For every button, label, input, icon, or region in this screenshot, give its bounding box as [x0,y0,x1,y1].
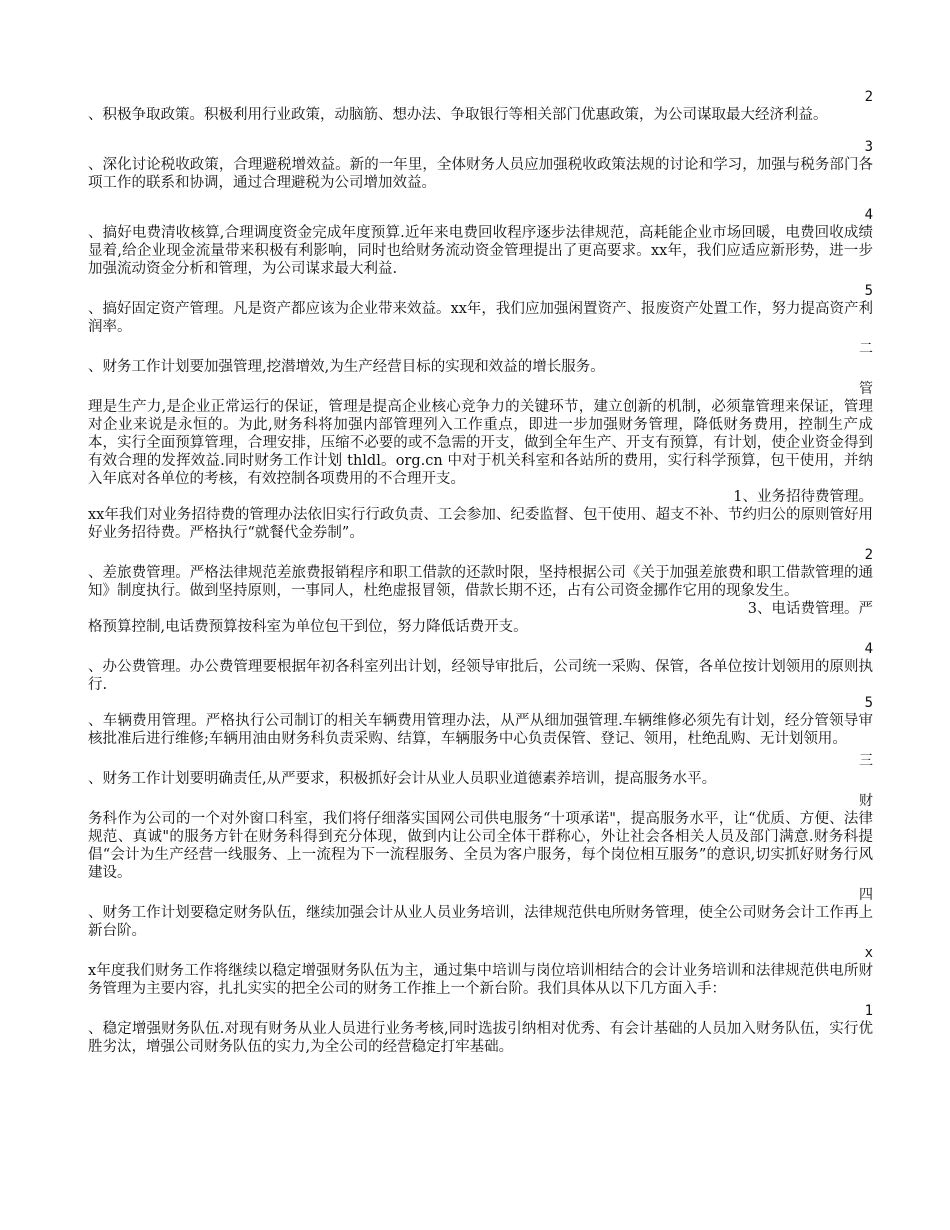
paragraph-block [88,206,873,278]
paragraph-lead-char: 管 [859,381,873,397]
paragraph-text: 格预算控制,电话费预算按科室为单位包干到位，努力降低话费开支。 [88,619,528,635]
paragraph-number: 4 [864,641,873,657]
section-heading-text: 、财务工作计划要加强管理,挖潜增效,为生产经营目标的实现和效益的增长服务。 [88,359,605,375]
paragraph-text: 、积极争取政策。积极利用行业政策，动脑筋、想办法、争取银行等相关部门优惠政策，为公司谋取最大经济利益。 [88,107,828,123]
paragraph-block [88,282,873,336]
paragraph-lead-line: 3、电话费管理。严 [747,601,873,617]
document-page [88,88,873,1056]
section-heading-text: 、财务工作计划要稳定财务队伍，继续加强会计从业人员业务培训，法律规范供电所财务管理，使全公司财务会计工作再上新台阶。 [88,905,873,939]
paragraph-text: 、稳定增强财务队伍.对现有财务从业人员进行业务考核,同时选拔引纳相对优秀、有会计基础的人员加入财务队伍，实行优胜劣汰，增强公司财务队伍的实力,为全公司的经营稳定打牢基础。 [88,1021,873,1055]
paragraph-number: 1 [864,1003,873,1019]
paragraph-text: 、车辆费用管理。严格执行公司制订的相关车辆费用管理办法，从严从细加强管理.车辆维修必须先有计划，经分管领导审核批准后进行维修;车辆用油由财务科负责采购、结算，车辆服务中心负责保管、登记、领用，杜绝乱购、无计划领用。 [88,713,873,747]
paragraph-number: 3 [864,139,873,155]
paragraph-block [88,546,873,600]
section-number: 二 [859,341,873,357]
paragraph-text: x年度我们财务工作将继续以稳定增强财务队伍为主，通过集中培训与岗位培训相结合的会计业务培训和法律规范供电所财务管理为主要内容，扎扎实实的把全公司的财务工作推上一个新台阶。我们具体从以下几方面入手： [88,963,873,997]
paragraph-block [88,1002,873,1056]
paragraph-block [88,600,873,636]
paragraph-block [88,792,873,882]
paragraph-text: 、搞好电费清收核算,合理调度资金完成年度预算.近年来电费回收程序逐步法律规范，高耗能企业市场回暖，电费回收成绩显着,给企业现金流量带来积极有利影响，同时也给财务流动资金管理提出了更高要求。xx年，我们应适应新形势，进一步加强流动资金分析和管理，为公司谋求最大利益. [88,225,873,277]
paragraph-number: 4 [864,207,873,223]
paragraph-block [88,640,873,694]
paragraph-lead-char: 财 [859,793,873,809]
paragraph-block [88,944,873,998]
paragraph-block [88,88,873,124]
paragraph-text: 、办公费管理。办公费管理要根据年初各科室列出计划，经领导审批后，公司统一采购、保管，各单位按计划领用的原则执行. [88,659,873,693]
paragraph-text: 、搞好固定资产管理。凡是资产都应该为企业带来效益。xx年，我们应加强闲置资产、报废资产处置工作，努力提高资产利润率。 [88,301,873,335]
paragraph-block [88,138,873,192]
paragraph-block [88,488,873,542]
paragraph-text: 、差旅费管理。严格法律规范差旅费报销程序和职工借款的还款时限，坚持根据公司《关于加强差旅费和职工借款管理的通知》制度执行。做到坚持原则，一事同人，杜绝虚报冒领，借款长期不还，占有公司资金挪作它用的现象发生。 [88,565,873,599]
paragraph-lead-char: x [864,945,873,961]
section-heading-block [88,340,873,376]
section-number: 四 [859,887,873,903]
section-heading-block [88,886,873,940]
paragraph-lead-line: 1、业务招待费管理。 [733,489,873,505]
paragraph-text: 务科作为公司的一个对外窗口科室，我们将仔细落实国网公司供电服务“十项承诺"，提高服务水平，让“优质、方便、法律规范、真诚"的服务方针在财务科得到充分体现，做到内让公司全体干群称心，外让社会各相关人员及部门满意.财务科提倡“会计为生产经营一线服务、上一流程为下一流程服务、全员为客户服务，每个岗位相互服务”的意识,切实抓好财务行风建设。 [88,811,873,881]
section-number: 三 [859,753,873,769]
paragraph-text: 、深化讨论税收政策，合理避税增效益。新的一年里，全体财务人员应加强税收政策法规的讨论和学习，加强与税务部门各项工作的联系和协调，通过合理避税为公司增加效益。 [88,157,873,191]
section-heading-block [88,752,873,788]
paragraph-text: 理是生产力,是企业正常运行的保证，管理是提高企业核心竞争力的关键环节，建立创新的机制，必须靠管理来保证，管理对企业来说是永恒的。为此,财务科将加强内部管理列入工作重点，即进一步加强财务管理，降低财务费用，控制生产成本，实行全面预算管理，合理安排，压缩不必要的或不急需的开支，做到全年生产、开支有预算，有计划，使企业资金得到有效合理的发挥效益.同时财务工作计划 thldl。org.cn 中对于机关科室和各站所的费用，实行科学预算，包干使用，并纳入年底对各单位的考核，有效控制各项费用的不合理开支。 [88,399,873,487]
paragraph-number: 5 [864,695,873,711]
paragraph-number: 2 [864,89,873,105]
paragraph-number: 2 [864,547,873,563]
paragraph-block [88,694,873,748]
paragraph-number: 5 [864,283,873,299]
paragraph-text: xx年我们对业务招待费的管理办法依旧实行行政负责、工会参加、纪委监督、包干使用、超支不补、节约归公的原则管好用好业务招待费。严格执行“就餐代金券制”。 [88,507,873,541]
section-heading-text: 、财务工作计划要明确责任,从严要求，积极抓好会计从业人员职业道德素养培训，提高服务水平。 [88,771,717,787]
paragraph-block [88,380,873,488]
